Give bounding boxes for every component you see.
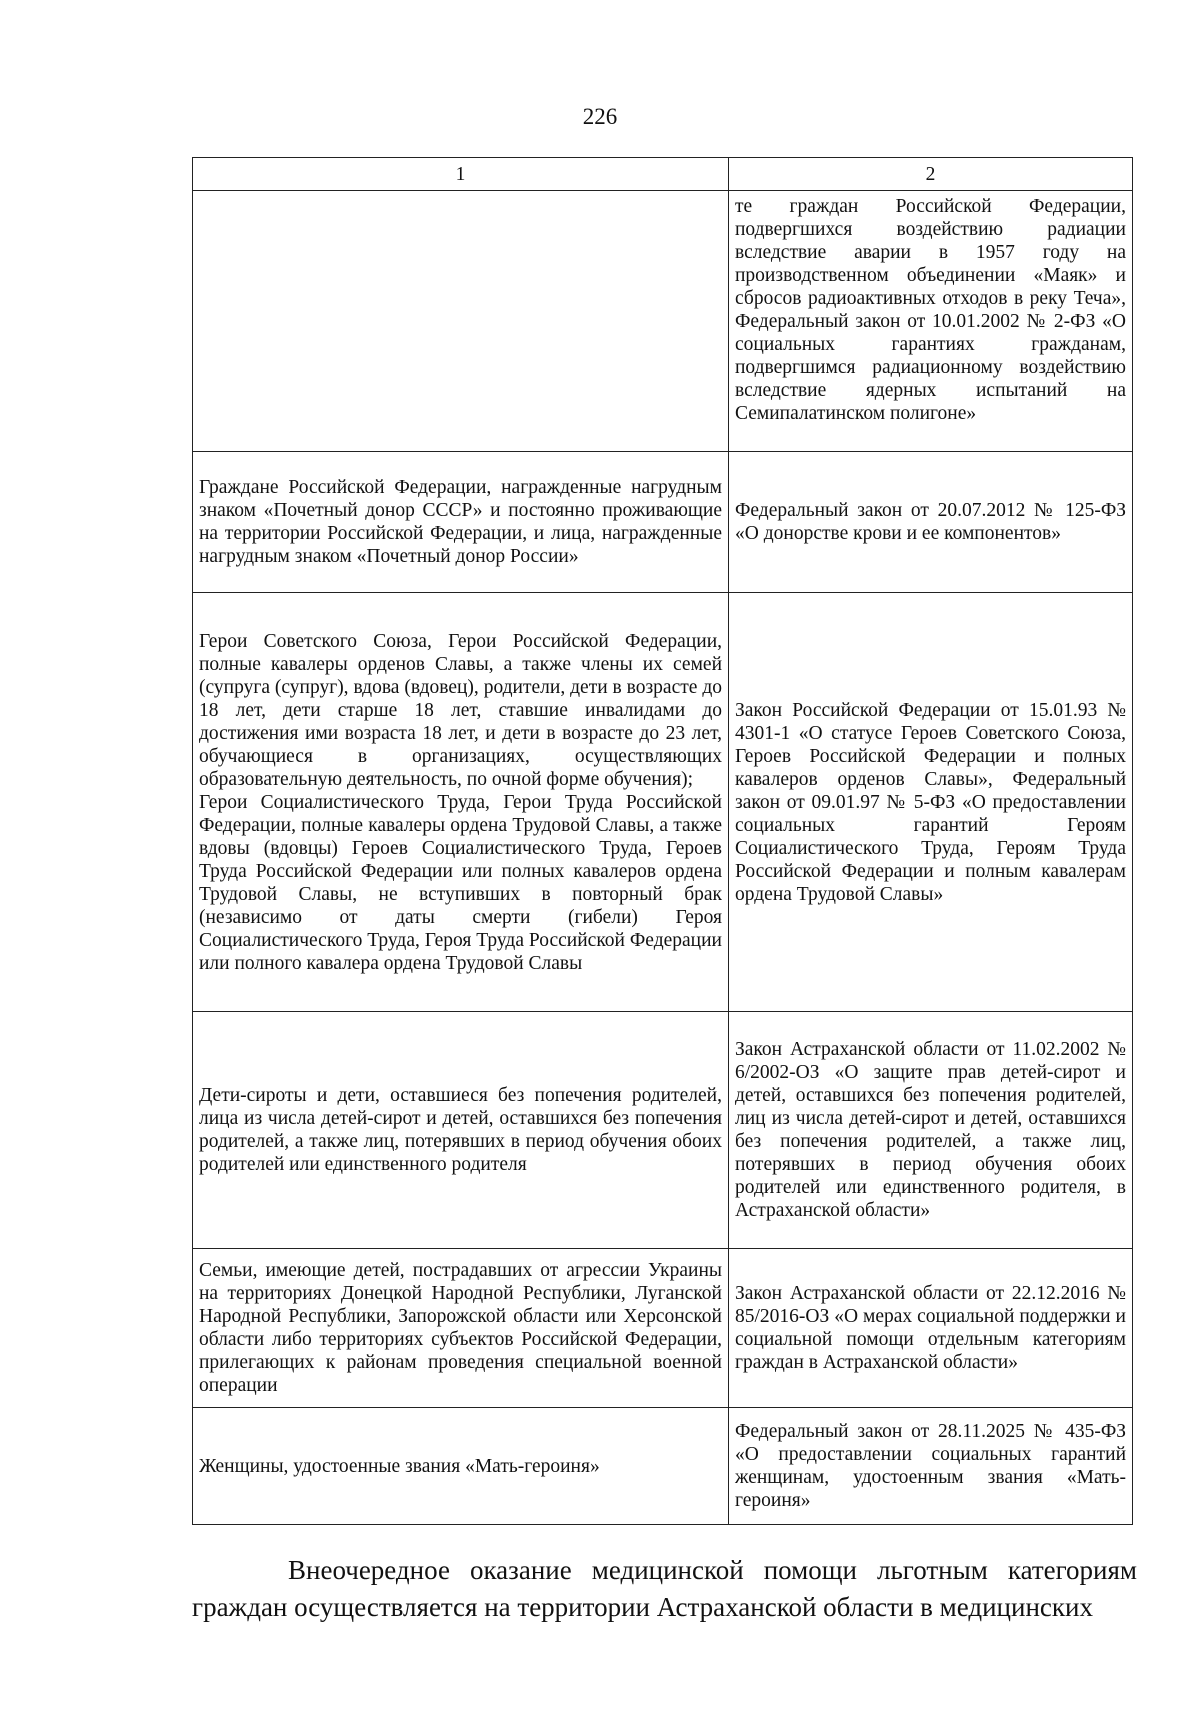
- law-cell: Федеральный закон от 28.11.2025 № 435-ФЗ «О предоставлении социальных гарантий женщинам, удостоенным звания «Мать-героиня»: [729, 1408, 1133, 1525]
- table-header-row: [193, 158, 1133, 191]
- law-cell: те граждан Российской Федерации, подвергшихся воздействию радиации вследствие аварии в 1957 году на производственном объединении «Маяк» и сбросов радиоактивных отходов в реку Теча», Федеральный закон от 10.01.2002 № 2-ФЗ «О социальных гарантиях гражданам, подвергшимся радиационному воздействию вследствие ядерных испытаний на Семипалатинском полигоне»: [729, 191, 1133, 452]
- category-cell: Граждане Российской Федерации, награжденные нагрудным знаком «Почетный донор СССР» и постоянно проживающие на территории Российской Федерации, и лица, награжденные нагрудным знаком «Почетный донор России»: [193, 452, 729, 593]
- table-row: [193, 452, 1133, 593]
- category-cell: Семьи, имеющие детей, пострадавших от агрессии Украины на территориях Донецкой Народной Республики, Луганской Народной Республики, Запорожской области или Херсонской области либо территориях субъектов Российской Федерации, прилегающих к районам проведения специальной военной операции: [193, 1249, 729, 1408]
- law-cell: Федеральный закон от 20.07.2012 № 125-ФЗ «О донорстве крови и ее компонентов»: [729, 452, 1133, 593]
- page-number: 226: [582, 104, 618, 129]
- category-cell: Дети-сироты и дети, оставшиеся без попечения родителей, лица из числа детей-сирот и детей, оставшихся без попечения родителей, а также лиц, потерявших в период обучения обоих родителей или единственного родителя: [193, 1012, 729, 1249]
- table-row: [193, 1012, 1133, 1249]
- category-cell: [193, 191, 729, 452]
- category-cell: Женщины, удостоенные звания «Мать-героиня»: [193, 1408, 729, 1525]
- body-paragraph: Внеочередное оказание медицинской помощи льготным категориям граждан осуществляется на территории Астраханской области в медицинских: [192, 1555, 1137, 1622]
- table-row: [193, 191, 1133, 452]
- law-cell: Закон Астраханской области от 22.12.2016 № 85/2016-ОЗ «О мерах социальной поддержки и социальной помощи отдельным категориям граждан в Астраханской области»: [729, 1249, 1133, 1408]
- law-cell: Закон Российской Федерации от 15.01.93 № 4301-1 «О статусе Героев Советского Союза, Героев Российской Федерации и полных кавалеров орденов Славы», Федеральный закон от 09.01.97 № 5-ФЗ «О предоставлении социальных гарантий Героям Социалистического Труда, Героям Труда Российской Федерации и полным кавалерам ордена Трудовой Славы»: [729, 593, 1133, 1012]
- table-row: [193, 593, 1133, 1012]
- column-header-1: 1: [193, 158, 729, 191]
- category-cell: Герои Советского Союза, Герои Российской Федерации, полные кавалеры орденов Славы, а также члены их семей (супруга (супруг), вдова (вдовец), родители, дети в возрасте до 18 лет, дети старше 18 лет, ставшие инвалидами до достижения ими возраста 18 лет, и дети в возрасте до 23 лет, обучающиеся в организациях, осуществляющих образовательную деятельность, по очной форме обучения); Герои Социалистического Труда, Герои Труда Российской Федерации, полные кавалеры ордена Трудовой Славы, а также вдовы (вдовцы) Героев Социалистического Труда, Героев Труда Российской Федерации или полных кавалеров ордена Трудовой Славы, не вступивших в повторный брак (независимо от даты смерти (гибели) Героя Социалистического Труда, Героя Труда Российской Федерации или полного кавалера ордена Трудовой Славы: [193, 593, 729, 1012]
- benefits-table: [192, 157, 1133, 1525]
- table-row: [193, 1249, 1133, 1408]
- law-cell: Закон Астраханской области от 11.02.2002 № 6/2002-ОЗ «О защите прав детей-сирот и детей, оставшихся без попечения родителей, лиц из числа детей-сирот и детей, оставшихся без попечения родителей, а также лиц, потерявших в период обучения обоих родителей или единственного родителя, в Астраханской области»: [729, 1012, 1133, 1249]
- column-header-2: 2: [729, 158, 1133, 191]
- table-row: [193, 1408, 1133, 1525]
